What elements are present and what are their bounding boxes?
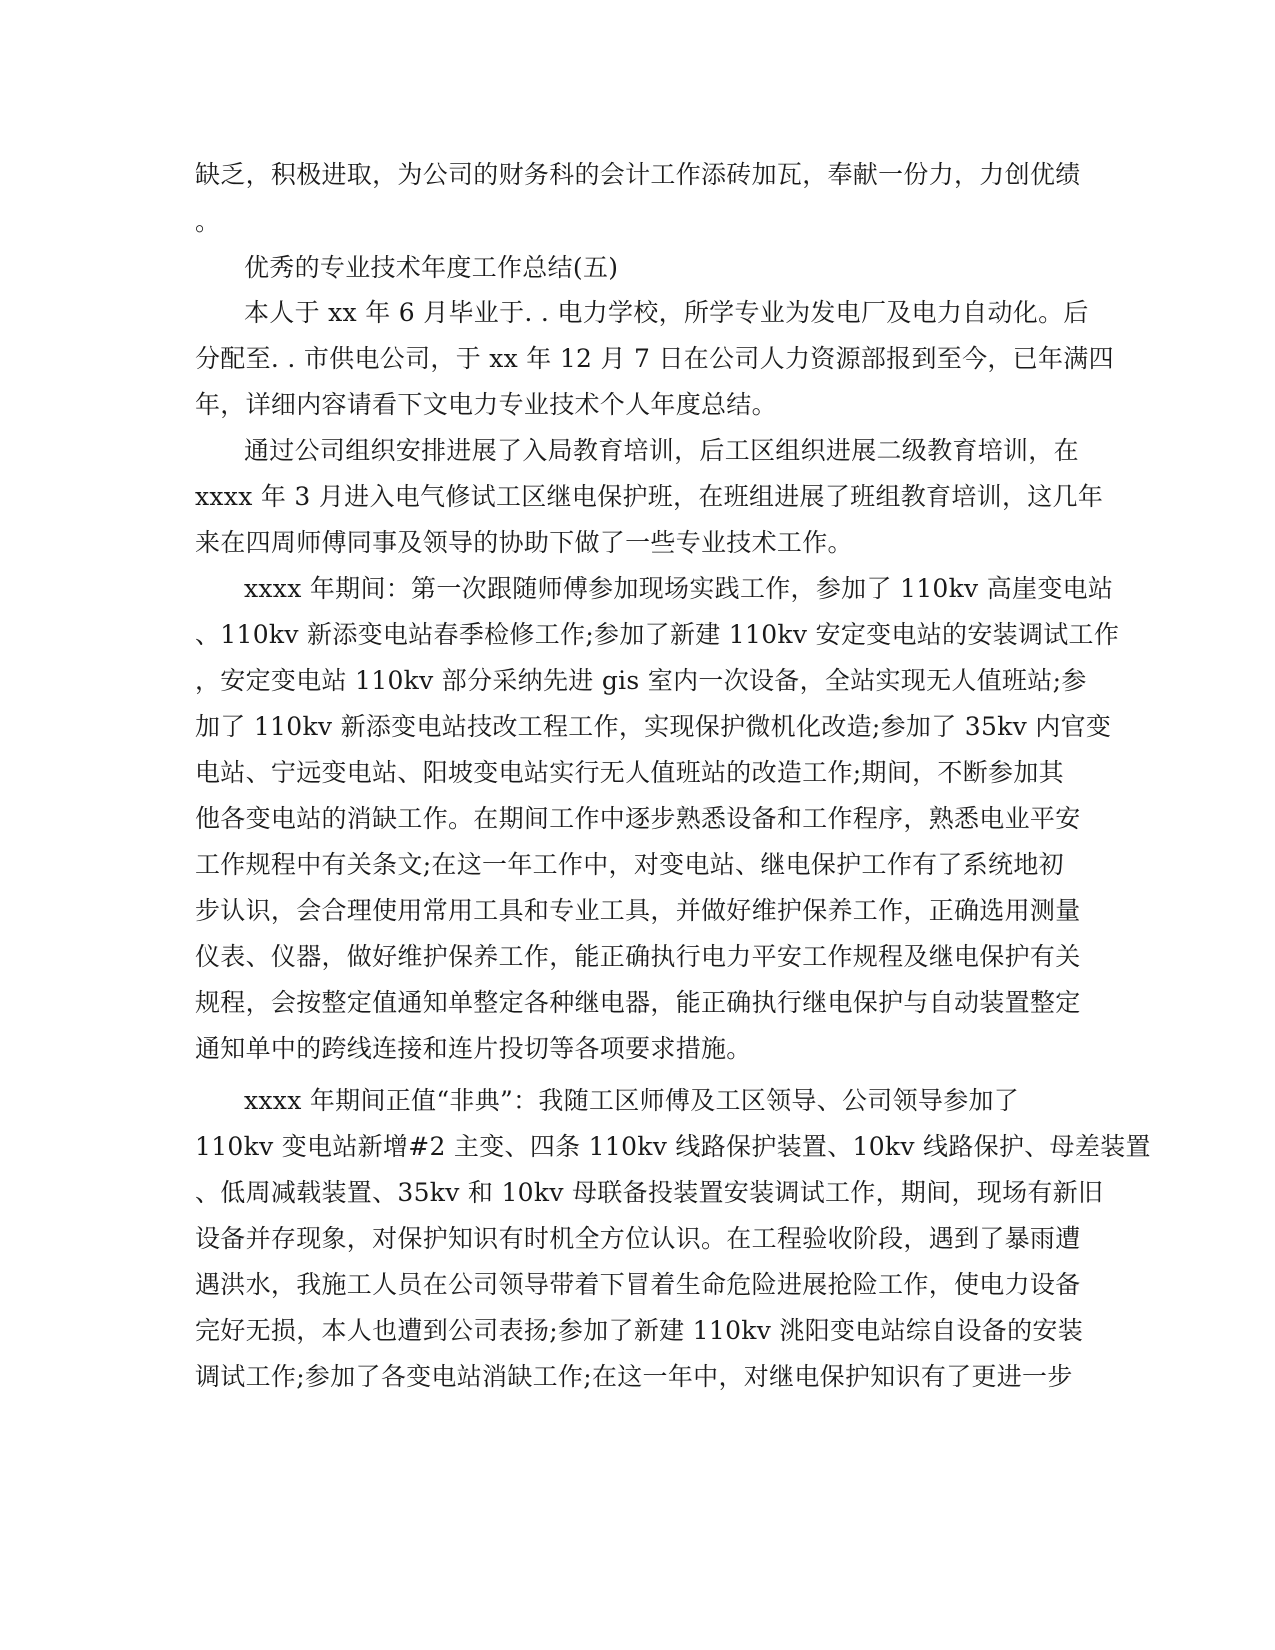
paragraph-line: 调试工作;参加了各变电站消缺工作;在这一年中，对继电保护知识有了更进一步	[195, 1362, 1073, 1391]
paragraph-line: 通过公司组织安排进展了入局教育培训，后工区组织进展二级教育培训，在	[244, 436, 1079, 465]
paragraph-line: ，安定变电站 110kv 部分采纳先进 gis 室内一次设备，全站实现无人值班站;参	[195, 666, 1087, 695]
paragraph-line: 加了 110kv 新添变电站技改工程工作，实现保护微机化改造;参加了 35kv 内官变	[195, 712, 1112, 741]
paragraph-line: 、低周减载装置、35kv 和 10kv 母联备投装置安装调试工作，期间，现场有新旧	[195, 1178, 1104, 1207]
paragraph-line: 设备并存现象，对保护知识有时机全方位认识。在工程验收阶段，遇到了暴雨遭	[195, 1224, 1081, 1253]
paragraph-line: 步认识，会合理使用常用工具和专业工具，并做好维护保养工作，正确选用测量	[195, 896, 1081, 925]
paragraph-line: 通知单中的跨线连接和连片投切等各项要求措施。	[195, 1034, 752, 1063]
paragraph-line: 遇洪水，我施工人员在公司领导带着下冒着生命危险进展抢险工作，使电力设备	[195, 1270, 1081, 1299]
paragraph-line: 工作规程中有关条文;在这一年工作中，对变电站、继电保护工作有了系统地初	[195, 850, 1064, 879]
paragraph-line: 年，详细内容请看下文电力专业技术个人年度总结。	[195, 390, 777, 419]
paragraph-line: 他各变电站的消缺工作。在期间工作中逐步熟悉设备和工作程序，熟悉电业平安	[195, 804, 1081, 833]
paragraph-line: 完好无损，本人也遭到公司表扬;参加了新建 110kv 洮阳变电站综自设备的安装	[195, 1316, 1084, 1345]
paragraph-line: 电站、宁远变电站、阳坡变电站实行无人值班站的改造工作;期间，不断参加其	[195, 758, 1064, 787]
paragraph-line: 缺乏，积极进取，为公司的财务科的会计工作添砖加瓦，奉献一份力，力创优绩	[195, 160, 1081, 189]
paragraph-line: 规程，会按整定值通知单整定各种继电器，能正确执行继电保护与自动装置整定	[195, 988, 1081, 1017]
paragraph-line: 来在四周师傅同事及领导的协助下做了一些专业技术工作。	[195, 528, 853, 557]
paragraph-line: xxxx 年 3 月进入电气修试工区继电保护班，在班组进展了班组教育培训，这几年	[195, 482, 1104, 511]
paragraph-line: 110kv 变电站新增#2 主变、四条 110kv 线路保护装置、10kv 线路保护、母差装置	[195, 1132, 1151, 1161]
paragraph-line: xxxx 年期间正值“非典”：我随工区师傅及工区领导、公司领导参加了	[244, 1086, 1020, 1115]
paragraph-line: 分配至. . 市供电公司，于 xx 年 12 月 7 日在公司人力资源部报到至今，已年满四	[195, 344, 1114, 373]
paragraph-line: 本人于 xx 年 6 月毕业于. . 电力学校，所学专业为发电厂及电力自动化。后	[244, 298, 1089, 327]
paragraph-line: 、110kv 新添变电站春季检修工作;参加了新建 110kv 安定变电站的安装调试工作	[195, 620, 1120, 649]
paragraph-line: 。	[195, 207, 221, 236]
paragraph-line: 仪表、仪器，做好维护保养工作，能正确执行电力平安工作规程及继电保护有关	[195, 942, 1081, 971]
paragraph-line: xxxx 年期间：第一次跟随师傅参加现场实践工作，参加了 110kv 高崖变电站	[244, 574, 1114, 603]
section-heading: 优秀的专业技术年度工作总结(五)	[244, 253, 619, 282]
